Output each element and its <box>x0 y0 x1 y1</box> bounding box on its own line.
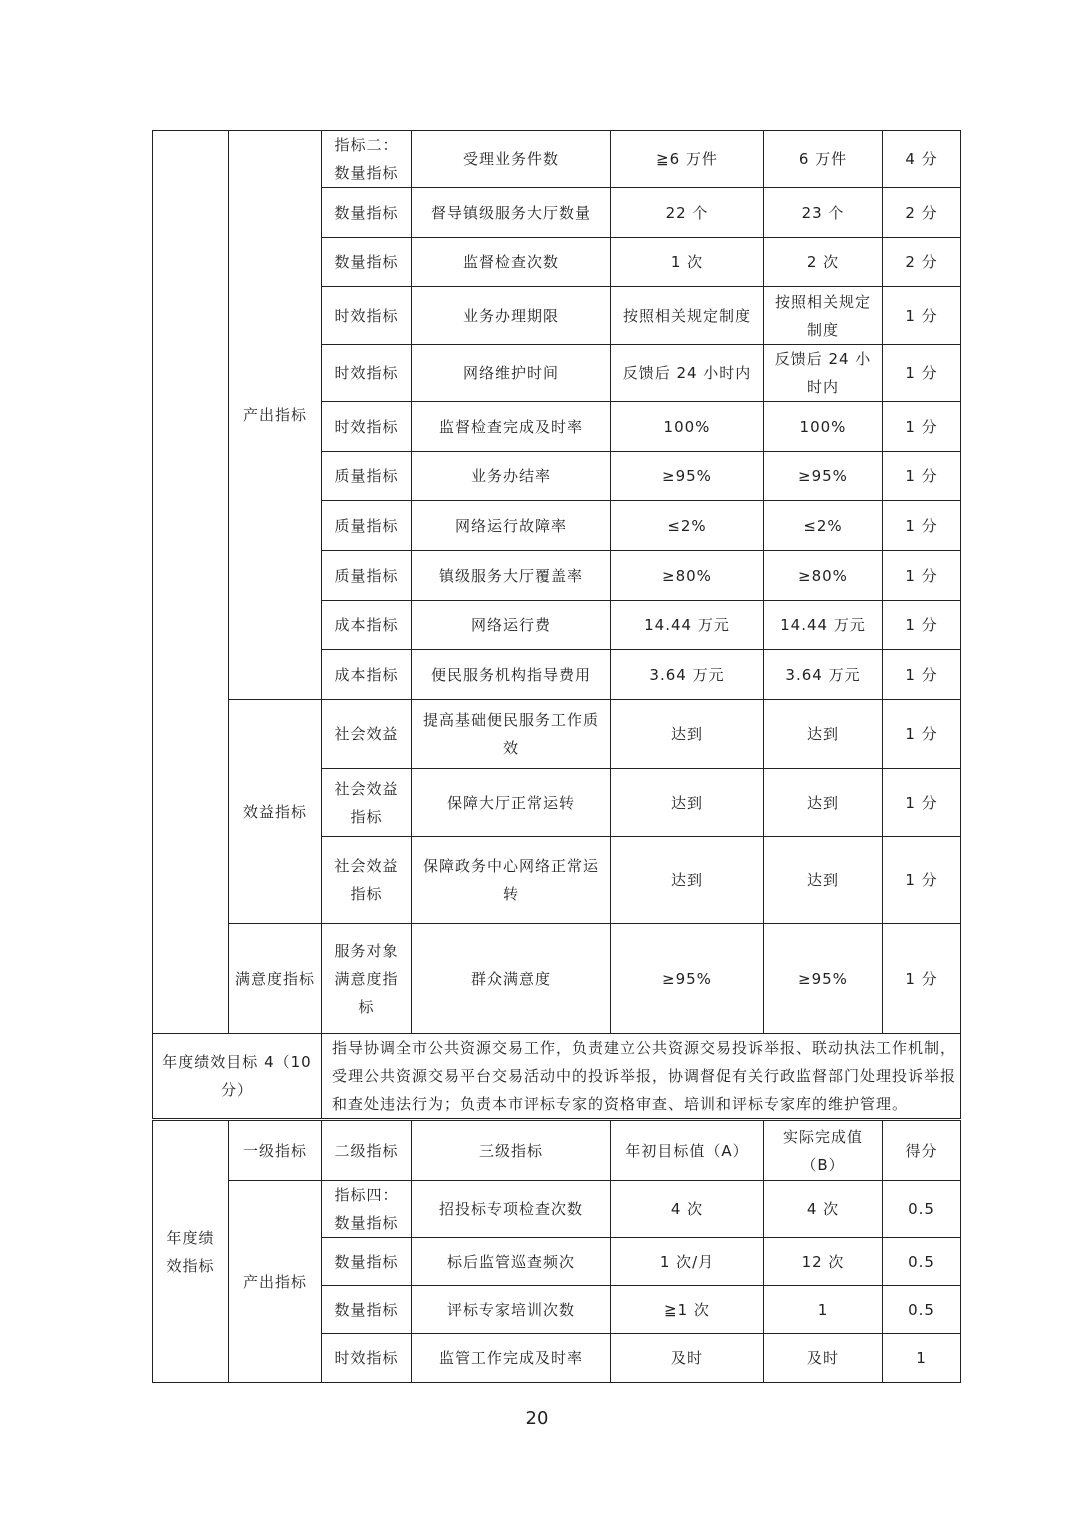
actual-cell: ≥95% <box>764 924 883 1034</box>
score-cell: 1 分 <box>883 769 961 837</box>
page-number: 20 <box>525 1408 549 1429</box>
score-cell: 4 分 <box>883 131 961 188</box>
actual-cell: 反馈后 24 小时内 <box>764 345 883 402</box>
target-cell: 达到 <box>611 769 764 837</box>
score-cell: 1 分 <box>883 924 961 1034</box>
score-cell: 0.5 <box>883 1238 961 1286</box>
level3-cell: 受理业务件数 <box>412 131 611 188</box>
level2-cell: 时效指标 <box>322 345 412 402</box>
header-level1-cell: 一级指标 <box>229 1121 322 1181</box>
row-label-cell: 年度绩效指标 <box>153 1121 229 1383</box>
header-actual-cell: 实际完成值（B） <box>764 1121 883 1181</box>
header-level2-cell: 二级指标 <box>322 1121 412 1181</box>
goal-text-cell: 指导协调全市公共资源交易工作，负责建立公共资源交易投诉举报、联动执法工作机制，受理公共资源交易平台交易活动中的投诉举报，协调督促有关行政监督部门处理投诉举报和查处违法行为；负责本市评标专家的资格审查、培训和评标专家库的维护管理。 <box>322 1034 961 1119</box>
score-cell: 1 分 <box>883 345 961 402</box>
score-cell: 1 分 <box>883 650 961 700</box>
actual-cell: ≥80% <box>764 551 883 601</box>
performance-table-upper <box>152 130 961 1119</box>
category-cell: 效益指标 <box>229 700 322 924</box>
target-cell: 1 次 <box>611 238 764 287</box>
target-cell: ≥95% <box>611 452 764 501</box>
header-level3-cell: 三级指标 <box>412 1121 611 1181</box>
actual-cell: ≥95% <box>764 452 883 501</box>
level2-cell: 服务对象满意度指标 <box>322 924 412 1034</box>
level2-cell: 数量指标 <box>322 1238 412 1286</box>
table-row <box>153 131 961 188</box>
target-cell: ≥95% <box>611 924 764 1034</box>
goal-label-cell: 年度绩效目标 4（10 分） <box>153 1034 322 1119</box>
level3-cell: 业务办理期限 <box>412 287 611 345</box>
score-cell: 1 分 <box>883 601 961 650</box>
level3-cell: 便民服务机构指导费用 <box>412 650 611 700</box>
level2-cell: 数量指标 <box>322 188 412 238</box>
level2-cell: 时效指标 <box>322 1334 412 1383</box>
actual-cell: 2 次 <box>764 238 883 287</box>
level3-cell: 镇级服务大厅覆盖率 <box>412 551 611 601</box>
score-cell: 1 分 <box>883 452 961 501</box>
level3-cell: 督导镇级服务大厅数量 <box>412 188 611 238</box>
actual-cell: ≤2% <box>764 501 883 551</box>
level3-cell: 标后监管巡查频次 <box>412 1238 611 1286</box>
table-row <box>153 1181 961 1238</box>
actual-cell: 14.44 万元 <box>764 601 883 650</box>
actual-cell: 1 <box>764 1286 883 1334</box>
level2-cell: 质量指标 <box>322 452 412 501</box>
target-cell: ≤2% <box>611 501 764 551</box>
actual-cell: 达到 <box>764 700 883 769</box>
level2-cell: 成本指标 <box>322 601 412 650</box>
header-target-cell: 年初目标值（A） <box>611 1121 764 1181</box>
target-cell: 反馈后 24 小时内 <box>611 345 764 402</box>
level3-cell: 监督检查完成及时率 <box>412 402 611 452</box>
score-cell: 2 分 <box>883 188 961 238</box>
target-cell: 100% <box>611 402 764 452</box>
score-cell: 1 分 <box>883 700 961 769</box>
category-cell: 产出指标 <box>229 131 322 700</box>
score-cell: 1 分 <box>883 551 961 601</box>
score-cell: 1 分 <box>883 287 961 345</box>
score-cell: 1 分 <box>883 402 961 452</box>
level3-cell: 业务办结率 <box>412 452 611 501</box>
actual-cell: 12 次 <box>764 1238 883 1286</box>
header-row <box>153 1121 961 1181</box>
level3-cell: 评标专家培训次数 <box>412 1286 611 1334</box>
table-row <box>153 924 961 1034</box>
level2-cell: 时效指标 <box>322 402 412 452</box>
score-cell: 1 分 <box>883 501 961 551</box>
score-cell: 2 分 <box>883 238 961 287</box>
target-cell: ≧6 万件 <box>611 131 764 188</box>
target-cell: ≥80% <box>611 551 764 601</box>
level3-cell: 网络维护时间 <box>412 345 611 402</box>
table-row <box>153 700 961 769</box>
category-cell: 满意度指标 <box>229 924 322 1034</box>
level3-cell: 招投标专项检查次数 <box>412 1181 611 1238</box>
target-cell: 1 次/月 <box>611 1238 764 1286</box>
level2-cell: 质量指标 <box>322 501 412 551</box>
level1-blank-cell <box>153 131 229 1034</box>
level3-cell: 网络运行故障率 <box>412 501 611 551</box>
level3-cell: 监督检查次数 <box>412 238 611 287</box>
target-cell: 按照相关规定制度 <box>611 287 764 345</box>
target-cell: ≧1 次 <box>611 1286 764 1334</box>
level2-cell: 社会效益指标 <box>322 837 412 924</box>
target-cell: 3.64 万元 <box>611 650 764 700</box>
actual-cell: 4 次 <box>764 1181 883 1238</box>
goal-row <box>153 1034 961 1119</box>
actual-cell: 及时 <box>764 1334 883 1383</box>
level3-cell: 群众满意度 <box>412 924 611 1034</box>
level2-cell: 指标二：数量指标 <box>322 131 412 188</box>
target-cell: 达到 <box>611 700 764 769</box>
level2-cell: 社会效益 <box>322 700 412 769</box>
target-cell: 4 次 <box>611 1181 764 1238</box>
actual-cell: 达到 <box>764 769 883 837</box>
level2-cell: 指标四：数量指标 <box>322 1181 412 1238</box>
level2-cell: 社会效益指标 <box>322 769 412 837</box>
level2-cell: 质量指标 <box>322 551 412 601</box>
target-cell: 达到 <box>611 837 764 924</box>
level2-cell: 时效指标 <box>322 287 412 345</box>
actual-cell: 3.64 万元 <box>764 650 883 700</box>
score-cell: 0.5 <box>883 1286 961 1334</box>
level3-cell: 监管工作完成及时率 <box>412 1334 611 1383</box>
actual-cell: 100% <box>764 402 883 452</box>
level3-cell: 网络运行费 <box>412 601 611 650</box>
actual-cell: 按照相关规定制度 <box>764 287 883 345</box>
category-cell: 产出指标 <box>229 1181 322 1383</box>
header-score-cell: 得分 <box>883 1121 961 1181</box>
performance-table-lower <box>152 1120 961 1383</box>
target-cell: 22 个 <box>611 188 764 238</box>
score-cell: 1 分 <box>883 837 961 924</box>
level3-cell: 保障大厅正常运转 <box>412 769 611 837</box>
target-cell: 及时 <box>611 1334 764 1383</box>
actual-cell: 达到 <box>764 837 883 924</box>
score-cell: 0.5 <box>883 1181 961 1238</box>
level3-cell: 提高基础便民服务工作质效 <box>412 700 611 769</box>
level2-cell: 数量指标 <box>322 238 412 287</box>
target-cell: 14.44 万元 <box>611 601 764 650</box>
level2-cell: 数量指标 <box>322 1286 412 1334</box>
actual-cell: 6 万件 <box>764 131 883 188</box>
level2-cell: 成本指标 <box>322 650 412 700</box>
actual-cell: 23 个 <box>764 188 883 238</box>
level3-cell: 保障政务中心网络正常运转 <box>412 837 611 924</box>
score-cell: 1 <box>883 1334 961 1383</box>
